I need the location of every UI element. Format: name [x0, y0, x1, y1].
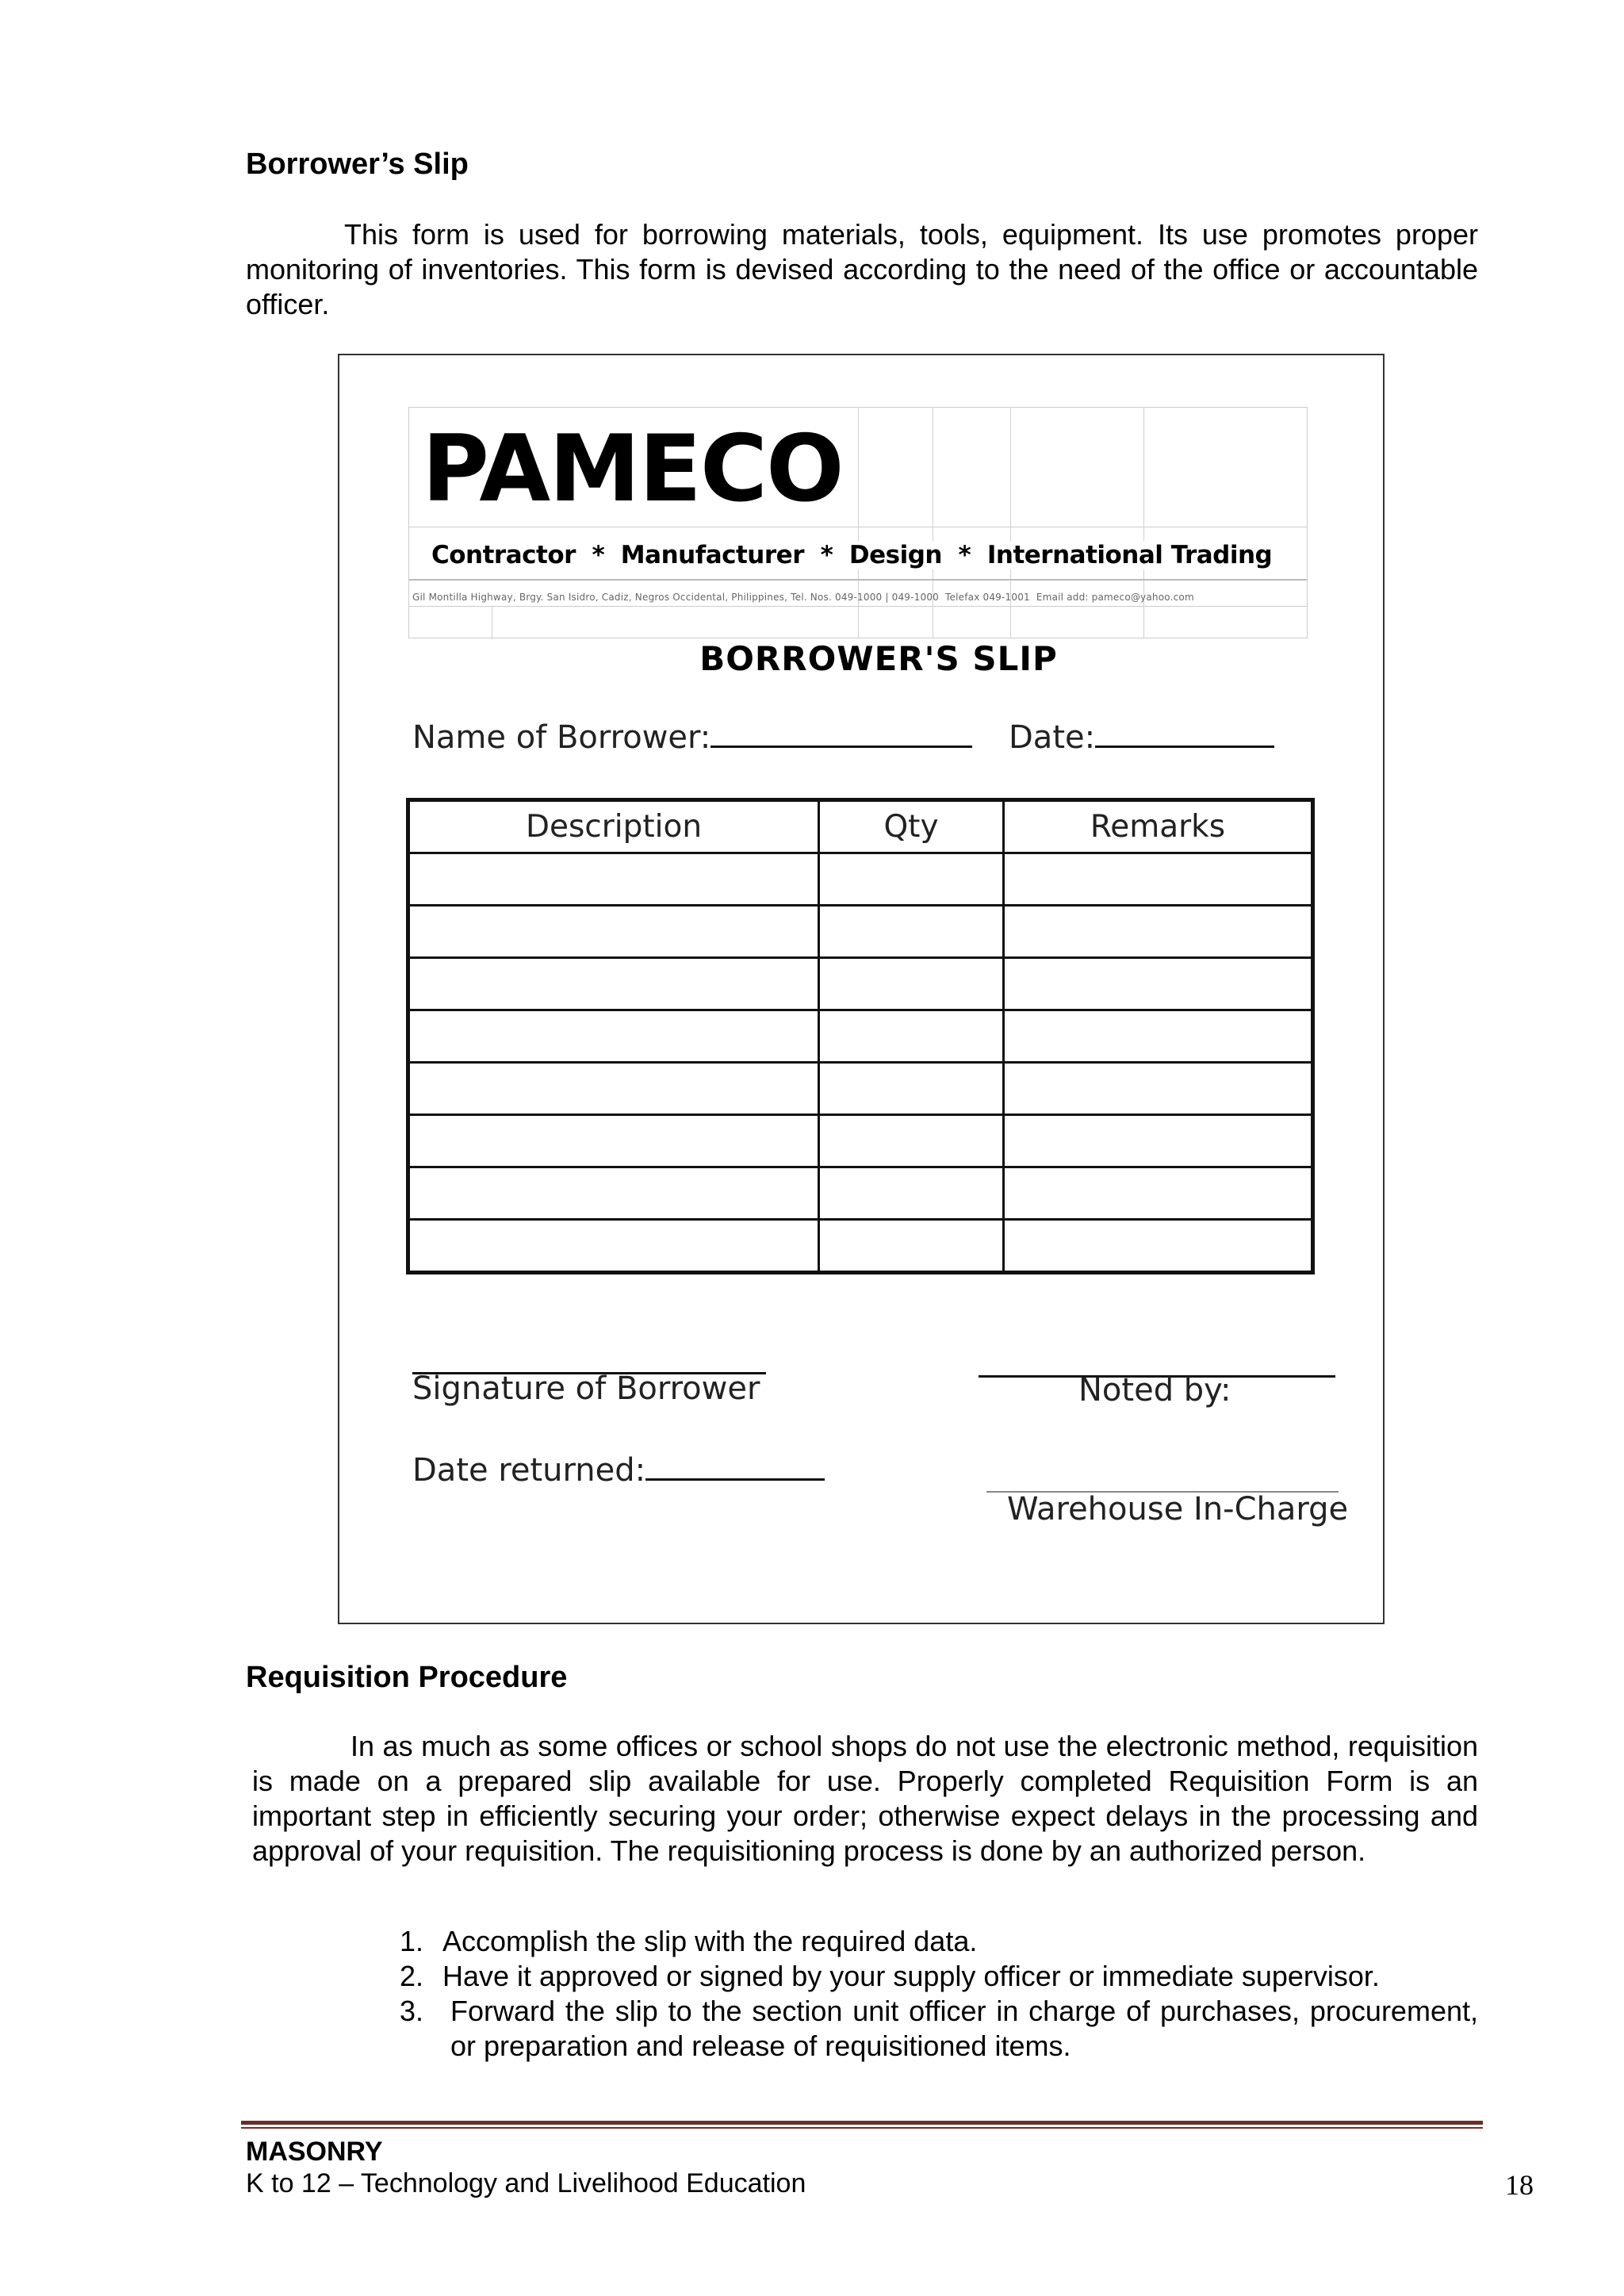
table-row	[408, 853, 1313, 906]
table-row	[408, 1115, 1313, 1167]
date-returned-blank	[645, 1451, 825, 1481]
footer-subtitle: K to 12 – Technology and Livelihood Education	[246, 2168, 806, 2198]
table-row	[408, 1010, 1313, 1063]
company-contact-line: Gil Montilla Highway, Brgy. San Isidro, Cadiz, Negros Occidental, Philippines, Tel. Nos. 049-1000 | 049-1000 Telefax 049-1001 Email add: pameco@yahoo.com	[412, 592, 1194, 603]
section-heading-requisition-procedure: Requisition Procedure	[246, 1661, 568, 1694]
requisition-steps-list	[396, 1924, 1478, 2064]
requisition-paragraph: In as much as some offices or school shops do not use the electronic method, requisition is made on a prepared slip available for use. Properly completed Requisition Form is an important step in efficiently securing your order; otherwise expect delays in the processing and approval of your requisition. The requisitioning process is done by an authorized person.	[252, 1730, 1478, 1867]
footer-title: MASONRY	[246, 2137, 383, 2167]
footer-rule	[241, 2121, 1483, 2125]
table-row	[408, 906, 1313, 958]
noted-by-label: Noted by:	[1078, 1372, 1231, 1409]
company-logo: PAMECO	[422, 424, 852, 516]
company-tagline: Contractor * Manufacturer * Design * International Trading	[431, 541, 1273, 569]
footer-rule-thin	[241, 2127, 1483, 2129]
borrowed-items-table	[406, 798, 1315, 1274]
list-item: 2. Have it approved or signed by your supply officer or immediate supervisor.	[400, 1960, 1380, 1992]
list-item: 3. Forward the slip to the section unit officer in charge of purchases, procurement, or preparation and release of requisitioned items.	[400, 1995, 1478, 2062]
name-of-borrower-field	[412, 719, 972, 756]
column-header-description: Description	[408, 800, 819, 853]
letterhead	[408, 407, 1308, 638]
borrowers-slip-form-figure	[338, 354, 1385, 1624]
section-heading-borrowers-slip: Borrower’s Slip	[246, 148, 469, 181]
form-title: BORROWER'S SLIP	[699, 639, 1058, 678]
signature-of-borrower-label: Signature of Borrower	[412, 1370, 760, 1407]
table-row	[408, 1220, 1313, 1273]
table-row	[408, 1063, 1313, 1115]
date-field	[1009, 719, 1274, 756]
table-header-row	[408, 800, 1313, 853]
date-returned-label: Date returned:	[412, 1452, 646, 1489]
date-blank	[1095, 719, 1274, 748]
table-row	[408, 1167, 1313, 1220]
borrowers-slip-paragraph: This form is used for borrowing materials, tools, equipment. Its use promotes proper monitoring of inventories. This form is devised according to the need of the office or accountable officer.	[246, 218, 1478, 320]
name-of-borrower-blank	[710, 719, 972, 748]
column-header-remarks: Remarks	[1004, 800, 1313, 853]
name-of-borrower-label: Name of Borrower:	[412, 719, 711, 756]
list-item: 1. Accomplish the slip with the required data.	[400, 1925, 978, 1957]
table-row	[408, 958, 1313, 1010]
warehouse-in-charge-label: Warehouse In-Charge	[1007, 1491, 1349, 1527]
date-returned-field	[412, 1451, 825, 1489]
column-header-qty: Qty	[819, 800, 1004, 853]
page-number: 18	[1505, 2169, 1534, 2201]
date-label: Date:	[1009, 719, 1096, 756]
